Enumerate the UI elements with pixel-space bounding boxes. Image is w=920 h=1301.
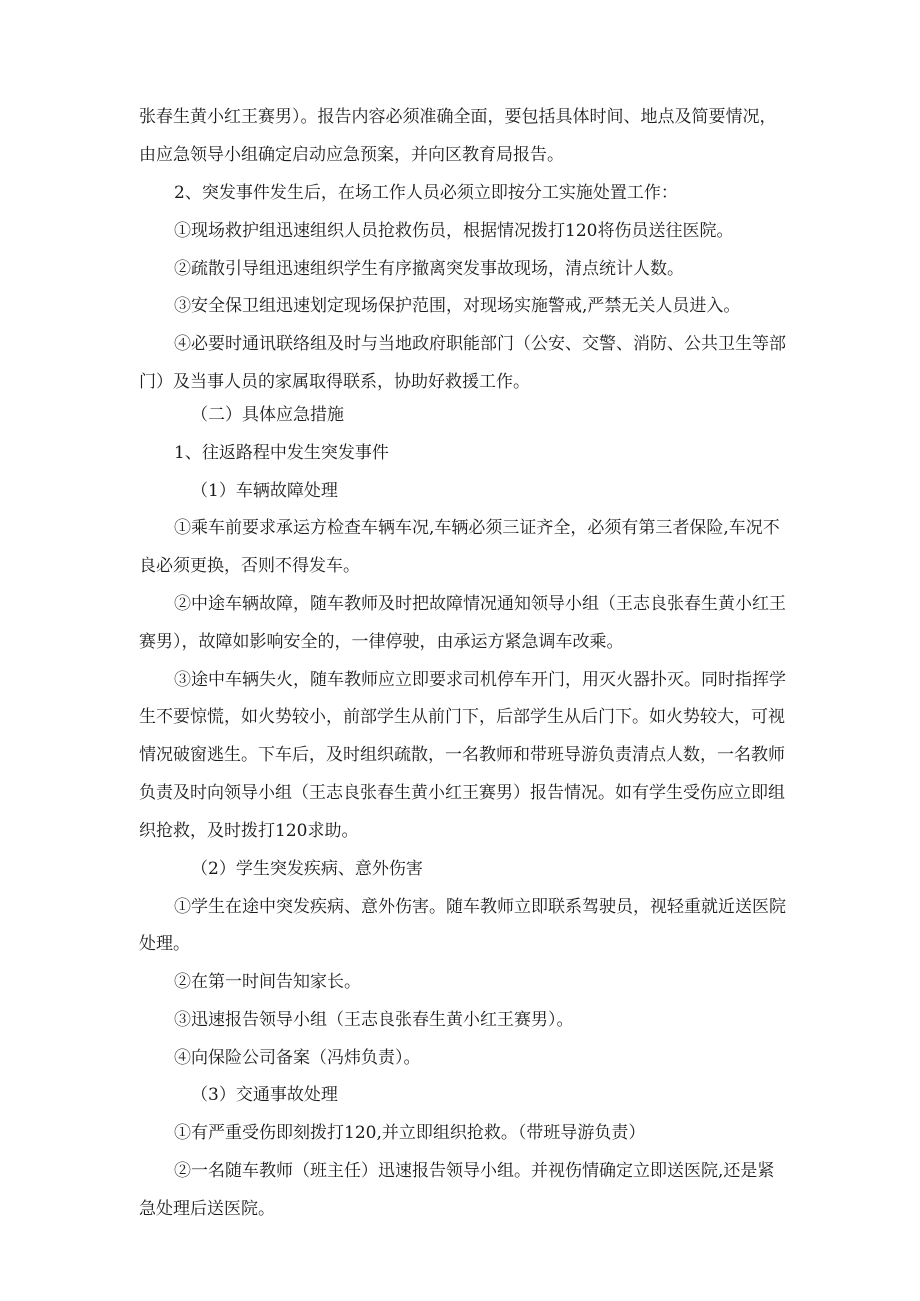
text-line: 1、往返路程中发生突发事件 [174,443,389,463]
section-heading: （二）具体应急措施 [191,405,344,425]
text-line: 负责及时向领导小组（王志良张春生黄小红王赛男）报告情况。如有学生受伤应立即组 [139,783,785,803]
text-line: ①乘车前要求承运方检查车辆车况,车辆必须三证齐全，必须有第三者保险,车况不 [174,518,780,538]
text-line: ④必要时通讯联络组及时与当地政府职能部门（公安、交警、消防、公共卫生等部 [174,334,786,354]
text-line: ①现场救护组迅速组织人员抢救伤员，根据情况拨打120将伤员送往医院。 [174,221,734,241]
text-line: 织抢救，及时拨打120求助。 [139,821,359,841]
text-line: 良必须更换，否则不得发车。 [139,556,360,576]
text-line: ③迅速报告领导小组（王志良张春生黄小红王赛男）。 [174,1010,574,1030]
text-line: ③途中车辆失火，随车教师应立即要求司机停车开门，用灭火器扑灭。同时指挥学 [174,670,786,690]
text-line: 处理。 [139,934,190,954]
text-line: ④向保险公司备案（冯炜负责）。 [174,1048,421,1068]
text-line: ①有严重受伤即刻拨打120,并立即组织抢救。（带班导游负责） [174,1123,646,1143]
text-line: ①学生在途中突发疾病、意外伤害。随车教师立即联系驾驶员，视轻重就近送医院 [174,897,786,917]
text-line: 情况破窗逃生。下车后，及时组织疏散，一名教师和带班导游负责清点人数，一名教师 [139,745,785,765]
text-line: 由应急领导小组确定启动应急预案，并向区教育局报告。 [139,145,564,165]
subsection-heading: （3）交通事故处理 [191,1085,338,1105]
text-line: 门）及当事人员的家属取得联系，协助好救援工作。 [139,372,530,392]
text-line: 张春生黄小红王赛男）。报告内容必须准确全面，要包括具体时间、地点及简要情况， [139,107,777,127]
text-line: ②一名随车教师（班主任）迅速报告领导小组。并视伤情确定立即送医院,还是紧 [174,1161,775,1181]
text-line: 2、突发事件发生后，在场工作人员必须立即按分工实施处置工作： [174,183,678,203]
text-line: ②在第一时间告知家长。 [174,972,361,992]
text-line: 赛男），故障如影响安全的，一律停驶，由承运方紧急调车改乘。 [139,632,624,652]
subsection-heading: （1）车辆故障处理 [191,481,338,501]
text-line: 生不要惊慌，如火势较小，前部学生从前门下，后部学生从后门下。如火势较大，可视 [139,707,785,727]
text-line: 急处理后送医院。 [139,1199,275,1219]
text-line: ②疏散引导组迅速组织学生有序撤离突发事故现场，清点统计人数。 [174,259,684,279]
text-line: ②中途车辆故障，随车教师及时把故障情况通知领导小组（王志良张春生黄小红王 [174,594,786,614]
subsection-heading: （2）学生突发疾病、意外伤害 [191,859,423,879]
text-line: ③安全保卫组迅速划定现场保护范围，对现场实施警戒,严禁无关人员进入。 [174,296,741,316]
